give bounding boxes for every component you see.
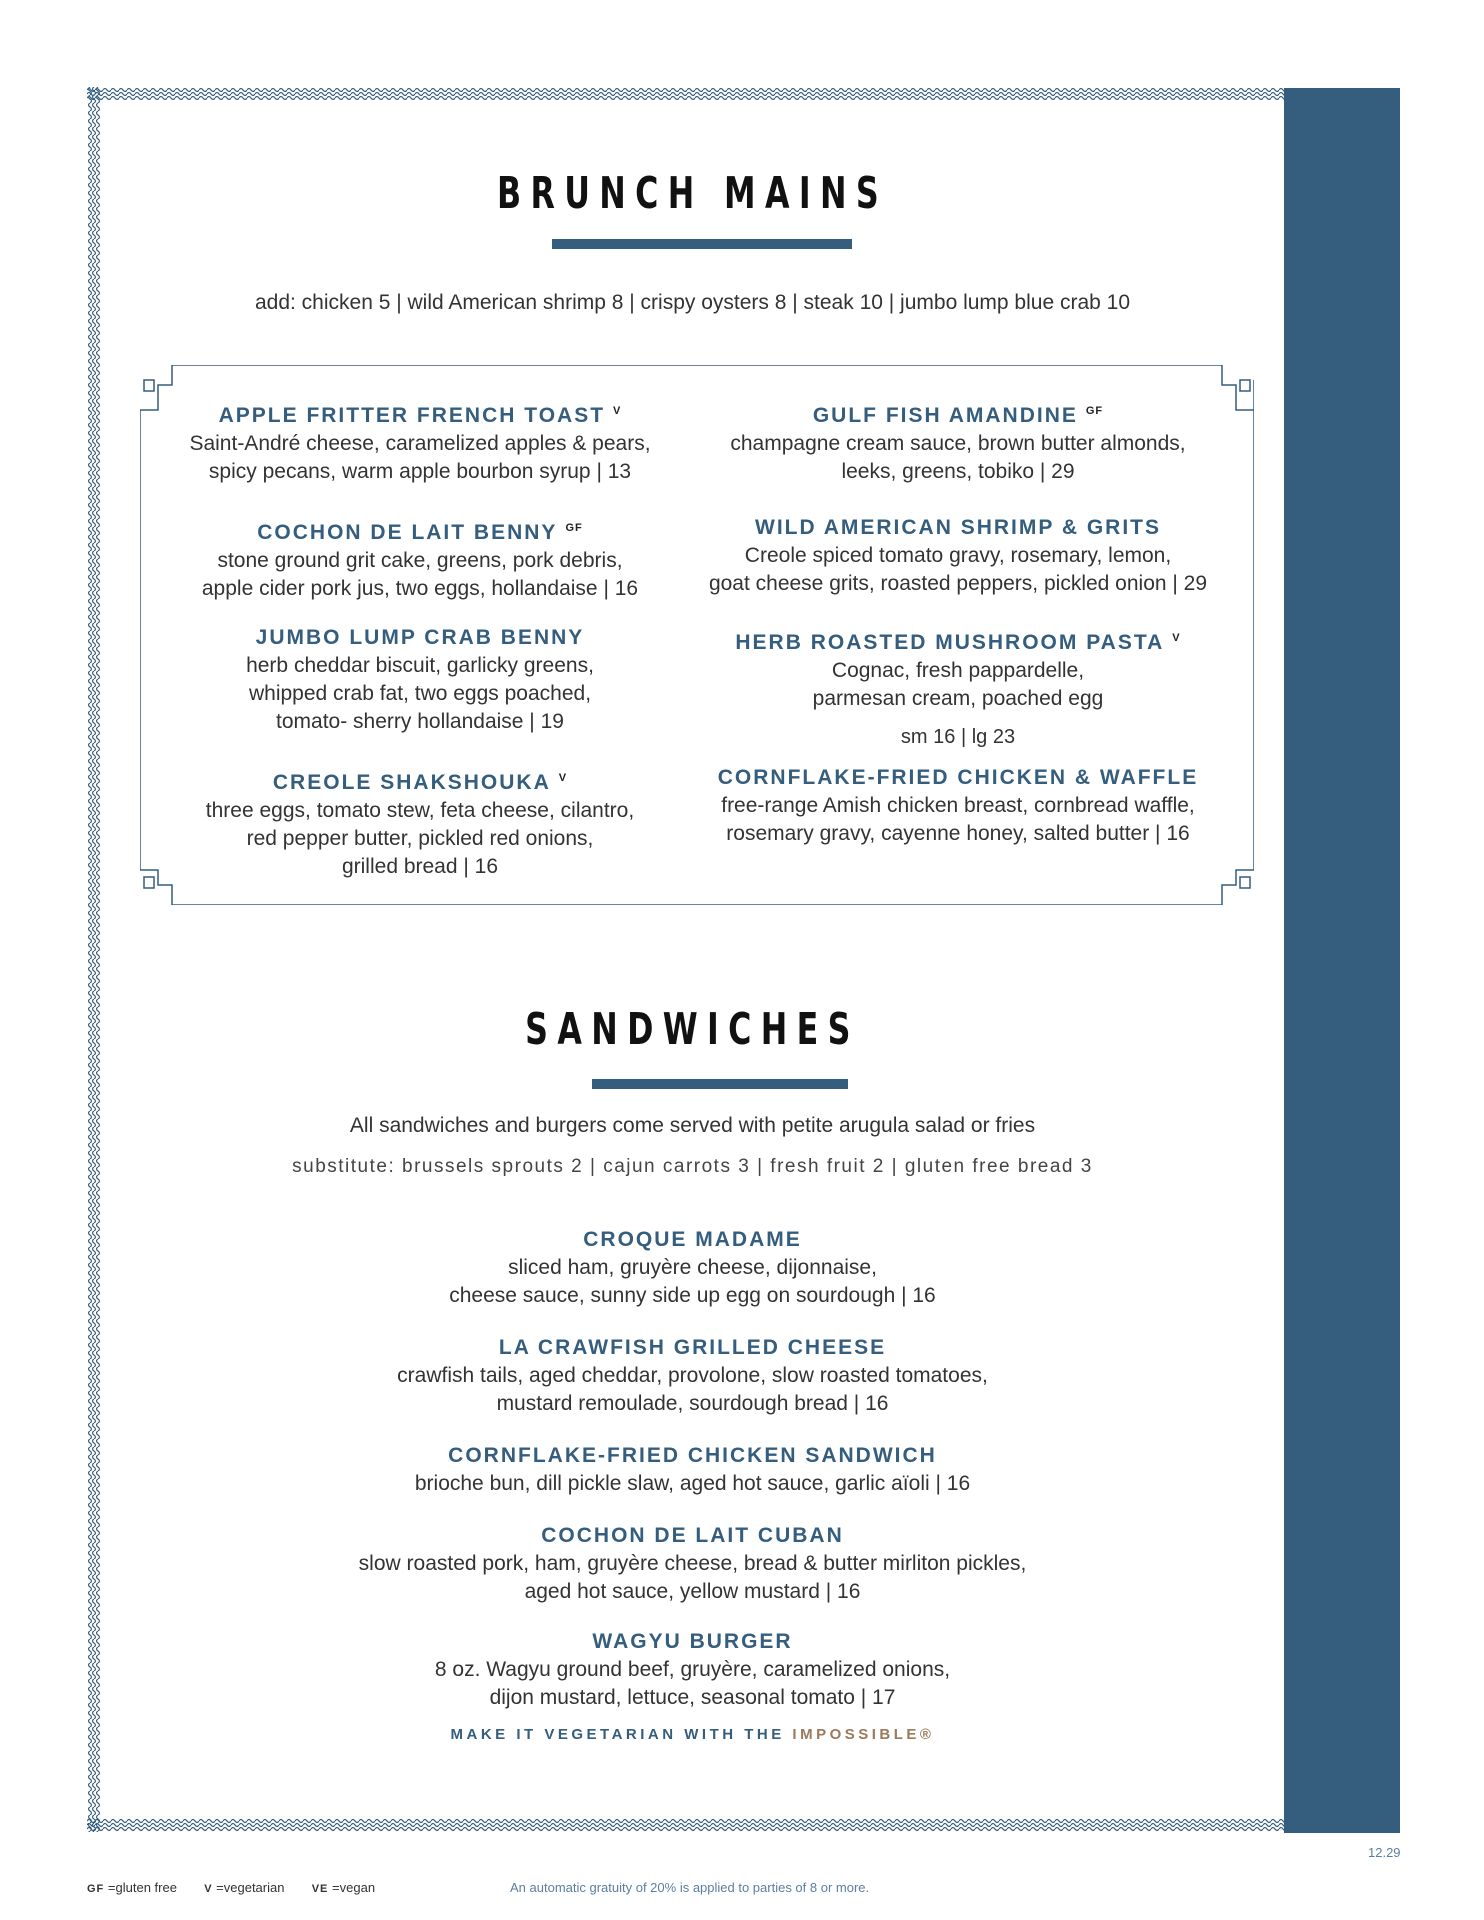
wave-border-left bbox=[87, 87, 101, 1832]
wave-border-top bbox=[87, 87, 1284, 101]
item-desc: free-range Amish chicken breast, cornbread waffle, bbox=[721, 794, 1195, 817]
gratuity-note: An automatic gratuity of 20% is applied to parties of 8 or more. bbox=[510, 1880, 870, 1895]
menu-item bbox=[150, 764, 690, 881]
item-name: GULF FISH AMANDINE bbox=[812, 404, 1078, 427]
sandwiches-intro: All sandwiches and burgers come served with petite arugula salad or fries bbox=[349, 1114, 1036, 1137]
menu-item bbox=[678, 397, 1238, 514]
sandwiches-title: SANDWICHES bbox=[525, 1004, 860, 1055]
item-desc: aged hot sauce, yellow mustard | 16 bbox=[524, 1580, 861, 1603]
diet-tag: GF bbox=[565, 522, 583, 534]
item-desc: Creole spiced tomato gravy, rosemary, lemon, bbox=[744, 544, 1172, 567]
legend-text: =gluten free bbox=[107, 1880, 177, 1895]
substitute-line: substitute: brussels sprouts 2 | cajun carrots 3 | fresh fruit 2 | gluten free bread 3 bbox=[292, 1156, 1093, 1177]
item-desc: champagne cream sauce, brown butter almonds, bbox=[730, 432, 1186, 455]
item-desc: apple cider pork jus, two eggs, hollandaise | 16 bbox=[201, 577, 639, 600]
wave-border-bottom bbox=[87, 1818, 1284, 1832]
item-desc: three eggs, tomato stew, feta cheese, cilantro, bbox=[205, 799, 635, 822]
item-desc: rosemary gravy, cayenne honey, salted butter | 16 bbox=[726, 822, 1190, 845]
item-name: JUMBO LUMP CRAB BENNY bbox=[255, 626, 585, 649]
item-name: CORNFLAKE-FRIED CHICKEN SANDWICH bbox=[448, 1444, 937, 1467]
item-name: LA CRAWFISH GRILLED CHEESE bbox=[498, 1336, 887, 1359]
diet-tag: V bbox=[1172, 632, 1181, 644]
item-name: CORNFLAKE-FRIED CHICKEN & WAFFLE bbox=[717, 766, 1199, 789]
item-desc: herb cheddar biscuit, garlicky greens, bbox=[246, 654, 594, 677]
diet-tag: GF bbox=[1085, 405, 1104, 417]
menu-item bbox=[678, 514, 1238, 624]
menu-item bbox=[150, 397, 690, 514]
item-desc: Saint-André cheese, caramelized apples & pears, bbox=[189, 432, 651, 455]
menu-item bbox=[150, 624, 690, 764]
menu-item bbox=[678, 624, 1238, 764]
item-desc: crawfish tails, aged cheddar, provolone, slow roasted tomatoes, bbox=[397, 1364, 988, 1387]
menu-item bbox=[678, 764, 1238, 848]
item-name: COCHON DE LAIT CUBAN bbox=[541, 1524, 844, 1547]
item-name: COCHON DE LAIT BENNY bbox=[257, 521, 558, 544]
item-desc: spicy pecans, warm apple bourbon syrup | 13 bbox=[208, 460, 632, 483]
item-desc: parmesan cream, poached egg bbox=[812, 687, 1104, 710]
item-name: CREOLE SHAKSHOUKA bbox=[272, 771, 551, 794]
legend-key: GF bbox=[87, 1883, 105, 1895]
brunch-add-ons: add: chicken 5 | wild American shrimp 8 | crispy oysters 8 | steak 10 | jumbo lump blue crab 10 bbox=[254, 291, 1131, 314]
legend-key: VE bbox=[311, 1883, 329, 1895]
menu-item bbox=[101, 1628, 1284, 1712]
menu-item bbox=[150, 514, 690, 624]
impossible-brand: IMPOSSIBLE® bbox=[792, 1726, 935, 1743]
menu-item bbox=[101, 1226, 1284, 1310]
item-desc: stone ground grit cake, greens, pork debris, bbox=[217, 549, 623, 572]
brunch-title-underline bbox=[552, 239, 852, 249]
item-desc: whipped crab fat, two eggs poached, bbox=[248, 682, 592, 705]
brunch-mains-title: BRUNCH MAINS bbox=[496, 168, 889, 219]
menu-item bbox=[101, 1442, 1284, 1498]
veg-prefix: MAKE IT VEGETARIAN WITH THE bbox=[450, 1726, 785, 1743]
legend-key: V bbox=[204, 1883, 213, 1895]
legend-text: =vegan bbox=[332, 1880, 376, 1895]
item-desc: Cognac, fresh pappardelle, bbox=[831, 659, 1085, 682]
brunch-right-column bbox=[678, 397, 1238, 848]
vegetarian-option bbox=[101, 1726, 1284, 1743]
side-color-band bbox=[1284, 88, 1400, 1833]
item-desc: mustard remoulade, sourdough bread | 16 bbox=[496, 1392, 889, 1415]
item-name: HERB ROASTED MUSHROOM PASTA bbox=[735, 631, 1165, 654]
item-desc: slow roasted pork, ham, gruyère cheese, bread & butter mirliton pickles, bbox=[358, 1552, 1027, 1575]
item-desc: 8 oz. Wagyu ground beef, gruyère, caramelized onions, bbox=[434, 1658, 951, 1681]
item-name: APPLE FRITTER FRENCH TOAST bbox=[218, 404, 606, 427]
legend-text: =vegetarian bbox=[216, 1880, 285, 1895]
diet-legend bbox=[87, 1880, 375, 1895]
item-name: WAGYU BURGER bbox=[592, 1630, 793, 1653]
item-desc: cheese sauce, sunny side up egg on sourdough | 16 bbox=[449, 1284, 936, 1307]
menu-item bbox=[101, 1522, 1284, 1606]
brunch-left-column bbox=[150, 397, 690, 881]
item-desc: sliced ham, gruyère cheese, dijonnaise, bbox=[508, 1256, 877, 1279]
diet-tag: V bbox=[558, 772, 568, 784]
diet-tag: V bbox=[613, 405, 622, 417]
item-desc: tomato- sherry hollandaise | 19 bbox=[276, 710, 564, 733]
item-name: WILD AMERICAN SHRIMP & GRITS bbox=[755, 516, 1161, 539]
item-desc: grilled bread | 16 bbox=[341, 855, 499, 878]
sandwiches-title-underline bbox=[592, 1079, 848, 1089]
menu-date: 12.29 bbox=[1368, 1845, 1401, 1860]
item-desc: red pepper butter, pickled red onions, bbox=[246, 827, 594, 850]
item-desc: leeks, greens, tobiko | 29 bbox=[841, 460, 1075, 483]
item-desc: dijon mustard, lettuce, seasonal tomato | 17 bbox=[489, 1686, 896, 1709]
item-desc: brioche bun, dill pickle slaw, aged hot sauce, garlic aïoli | 16 bbox=[414, 1472, 971, 1495]
item-sizes: sm 16 | lg 23 bbox=[900, 726, 1016, 748]
menu-item bbox=[101, 1334, 1284, 1418]
item-name: CROQUE MADAME bbox=[583, 1228, 802, 1251]
item-desc: goat cheese grits, roasted peppers, pickled onion | 29 bbox=[708, 572, 1208, 595]
